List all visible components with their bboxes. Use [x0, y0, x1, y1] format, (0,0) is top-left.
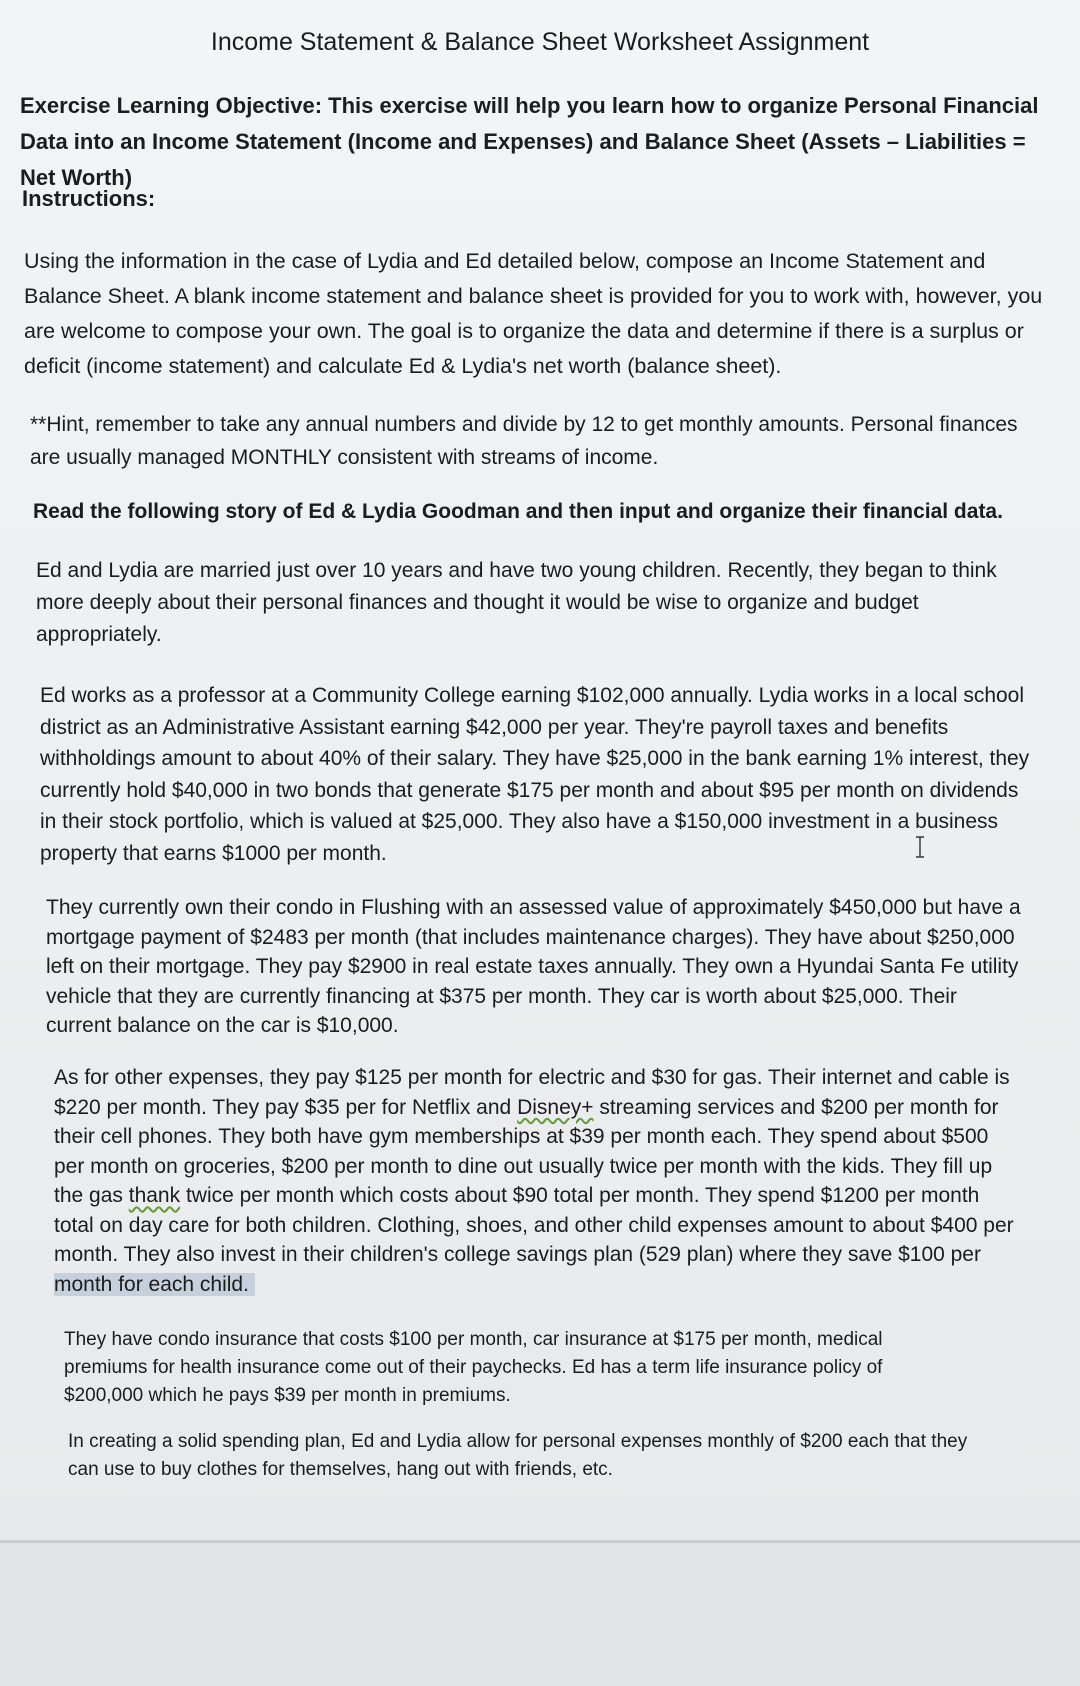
- property-paragraph: They currently own their condo in Flushing with an assessed value of approximately $450,000 but have a mortgage payment of $2483 per month (that includes maintenance charges). They have about $250,000 left on their mortgage. They pay $2900 in real estate taxes annually. They own a Hyundai Santa Fe utility vehicle that they are currently financing at $375 per month. They car is worth about $25,000. Their current balance on the car is $10,000.: [46, 896, 1021, 1037]
- selected-text[interactable]: month for each child.: [54, 1273, 255, 1296]
- income-paragraph: Ed works as a professor at a Community College earning $102,000 annually. Lydia works in a local school district as an Administrative Assistant earning $42,000 per year. They're payroll taxes and benefits withholdings amount to about 40% of their salary. They have $25,000 in the bank earning 1% interest, they currently hold $40,000 in two bonds that generate $175 per month and about $95 per month on dividends in their stock portfolio, which is valued at $25,000. They also have a $150,000 investment in a business property that earns $1000 per month.: [40, 684, 1030, 865]
- intro-paragraph: Ed and Lydia are married just over 10 years and have two young children. Recently, they began to think more deeply about their personal finances and thought it would be wise to organize and budget appropriately.: [36, 559, 997, 646]
- instructions-heading: Instructions:: [22, 186, 156, 211]
- page-break-area: [0, 1540, 1080, 1686]
- text-cursor-icon: [913, 836, 927, 858]
- hint-paragraph: **Hint, remember to take any annual numbers and divide by 12 to get monthly amounts. Personal finances are usually managed MONTHLY consistent with streams of income.: [30, 413, 1018, 469]
- story-heading: Read the following story of Ed & Lydia Goodman and then input and organize their financial data.: [33, 500, 1003, 523]
- expenses-paragraph: [54, 1063, 1014, 1299]
- learning-objective: [20, 88, 1060, 196]
- spellcheck-word-2[interactable]: thank: [128, 1184, 181, 1207]
- spending-plan-paragraph: In creating a solid spending plan, Ed and Lydia allow for personal expenses monthly of $200 each that they can use to buy clothes for themselves, hang out with friends, etc.: [68, 1431, 968, 1480]
- expenses-text-part-1: As for other expenses, they pay $125 per month for electric and $30 for gas. Their internet and cable is $220 per month. They pay $35 per for Netflix and: [54, 1066, 1010, 1119]
- spellcheck-word-1[interactable]: Disney+: [517, 1095, 594, 1119]
- objective-label: Exercise Learning Objective:: [20, 93, 323, 118]
- instructions-paragraph: Using the information in the case of Lydia and Ed detailed below, compose an Income Statement and Balance Sheet. A blank income statement and balance sheet is provided for you to work with, however, you are welcome to compose your own. The goal is to organize the data and determine if there is a surplus or deficit (income statement) and calculate Ed & Lydia's net worth (balance sheet).: [24, 249, 1043, 378]
- objective-text: This exercise will help you learn how to organize Personal Financial Data into an Income Statement (Income and Expenses) and Balance Sheet (Assets – Liabilities = Net Worth): [20, 93, 1039, 190]
- expenses-text-part-3: twice per month which costs about $90 total per month. They spend $1200 per month total on day care for both children. Clothing, shoes, and other child expenses amount to about $400 per month. They also invest in their children's college savings plan (529 plan) where they save $100 per: [54, 1184, 1014, 1266]
- expenses-text-part-2: streaming services and $200 per month for their cell phones. They both have gym memberships at $39 per month each. They spend about $500 per month on groceries, $200 per month to dine out usually twice per month with the kids. They fill up the gas: [54, 1095, 999, 1207]
- document-title: Income Statement & Balance Sheet Worksheet Assignment: [210, 28, 870, 56]
- insurance-paragraph: They have condo insurance that costs $100 per month, car insurance at $175 per month, medical premiums for health insurance come out of their paychecks. Ed has a term life insurance policy of $200,000 which he pays $39 per month in premiums.: [64, 1329, 883, 1406]
